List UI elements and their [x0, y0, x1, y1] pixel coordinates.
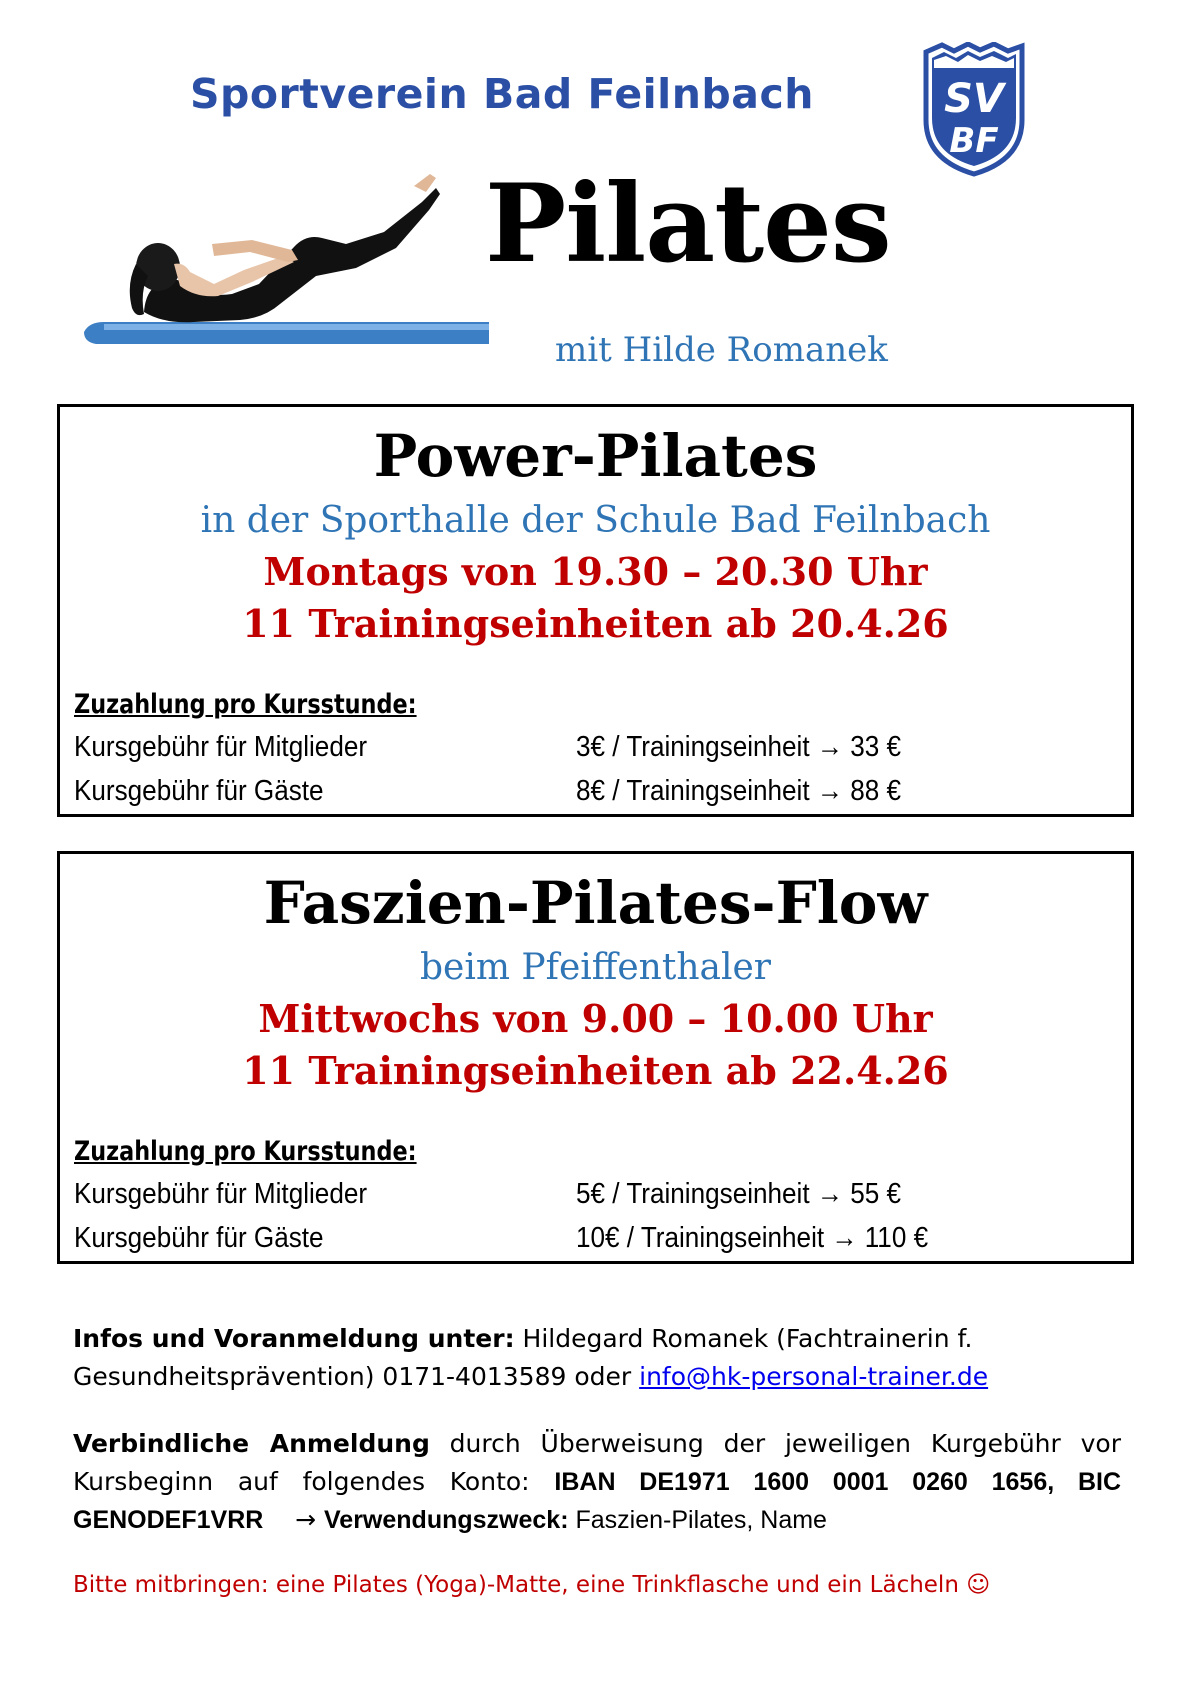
fee-value: 5€ / Trainingseinheit → 55 €	[576, 1178, 902, 1210]
main-title: Pilates	[485, 161, 891, 287]
course-time: Montags von 19.30 – 20.30 Uhr	[263, 549, 928, 594]
logo-text-bottom: BF	[949, 121, 999, 161]
fee-row-guests	[74, 777, 1131, 811]
arrow-icon: →	[263, 1505, 324, 1534]
fee-row-members	[74, 733, 1131, 767]
course-sessions: 11 Trainingseinheiten ab 22.4.26	[242, 1048, 949, 1093]
registration-label: Verbindliche Anmeldung	[73, 1429, 430, 1458]
course-location: in der Sporthalle der Schule Bad Feilnbach	[200, 500, 991, 541]
logo-text-top: SV	[944, 76, 1004, 122]
fee-row-members	[74, 1180, 1131, 1214]
fee-value: 8€ / Trainingseinheit → 88 €	[576, 775, 902, 807]
purpose-label: Verwendungszweck:	[324, 1506, 569, 1534]
course-title: Faszien-Pilates-Flow	[263, 869, 928, 937]
info-label: Infos und Voranmeldung unter:	[73, 1324, 515, 1353]
email-link[interactable]: info@hk-personal-trainer.de	[639, 1362, 989, 1391]
course-box-power-pilates	[57, 404, 1134, 817]
course-sessions: 11 Trainingseinheiten ab 20.4.26	[242, 601, 949, 646]
pilates-silhouette-image	[84, 172, 489, 394]
club-logo	[920, 42, 1028, 178]
registration-text: durch Überweisung der jeweiligen Kurgebühr vor Kursbeginn auf folgendes Konto:	[73, 1429, 1121, 1496]
fee-label: Kursgebühr für Gäste	[74, 1222, 324, 1254]
course-box-faszien-pilates-flow	[57, 851, 1134, 1264]
registration-paragraph	[73, 1425, 1121, 1539]
fee-label: Kursgebühr für Mitglieder	[74, 731, 368, 763]
course-title: Power-Pilates	[373, 422, 818, 490]
info-text: Hildegard Romanek (Fachtrainerin f. Gesundheitsprävention) 0171-4013589 oder	[73, 1324, 973, 1391]
fee-heading: Zuzahlung pro Kursstunde:	[74, 1136, 417, 1167]
fee-value: 3€ / Trainingseinheit → 33 €	[576, 731, 902, 763]
fee-label: Kursgebühr für Gäste	[74, 775, 324, 807]
fee-heading: Zuzahlung pro Kursstunde:	[74, 689, 417, 720]
fee-label: Kursgebühr für Mitglieder	[74, 1178, 368, 1210]
info-paragraph	[73, 1320, 1121, 1396]
club-name: Sportverein Bad Feilnbach	[190, 70, 814, 118]
bank-details: IBAN DE1971 1600 0001 0260 1656, BIC GENODEF1VRR	[73, 1468, 1122, 1534]
fee-value: 10€ / Trainingseinheit → 110 €	[576, 1222, 929, 1254]
fee-row-guests	[74, 1224, 1131, 1258]
course-location: beim Pfeiffenthaler	[419, 947, 772, 988]
bring-notice: Bitte mitbringen: eine Pilates (Yoga)-Matte, eine Trinkflasche und ein Lächeln ☺	[73, 1572, 991, 1598]
purpose-text: Faszien-Pilates, Name	[568, 1506, 827, 1534]
instructor-subtitle: mit Hilde Romanek	[555, 330, 888, 370]
course-time: Mittwochs von 9.00 – 10.00 Uhr	[258, 996, 933, 1041]
